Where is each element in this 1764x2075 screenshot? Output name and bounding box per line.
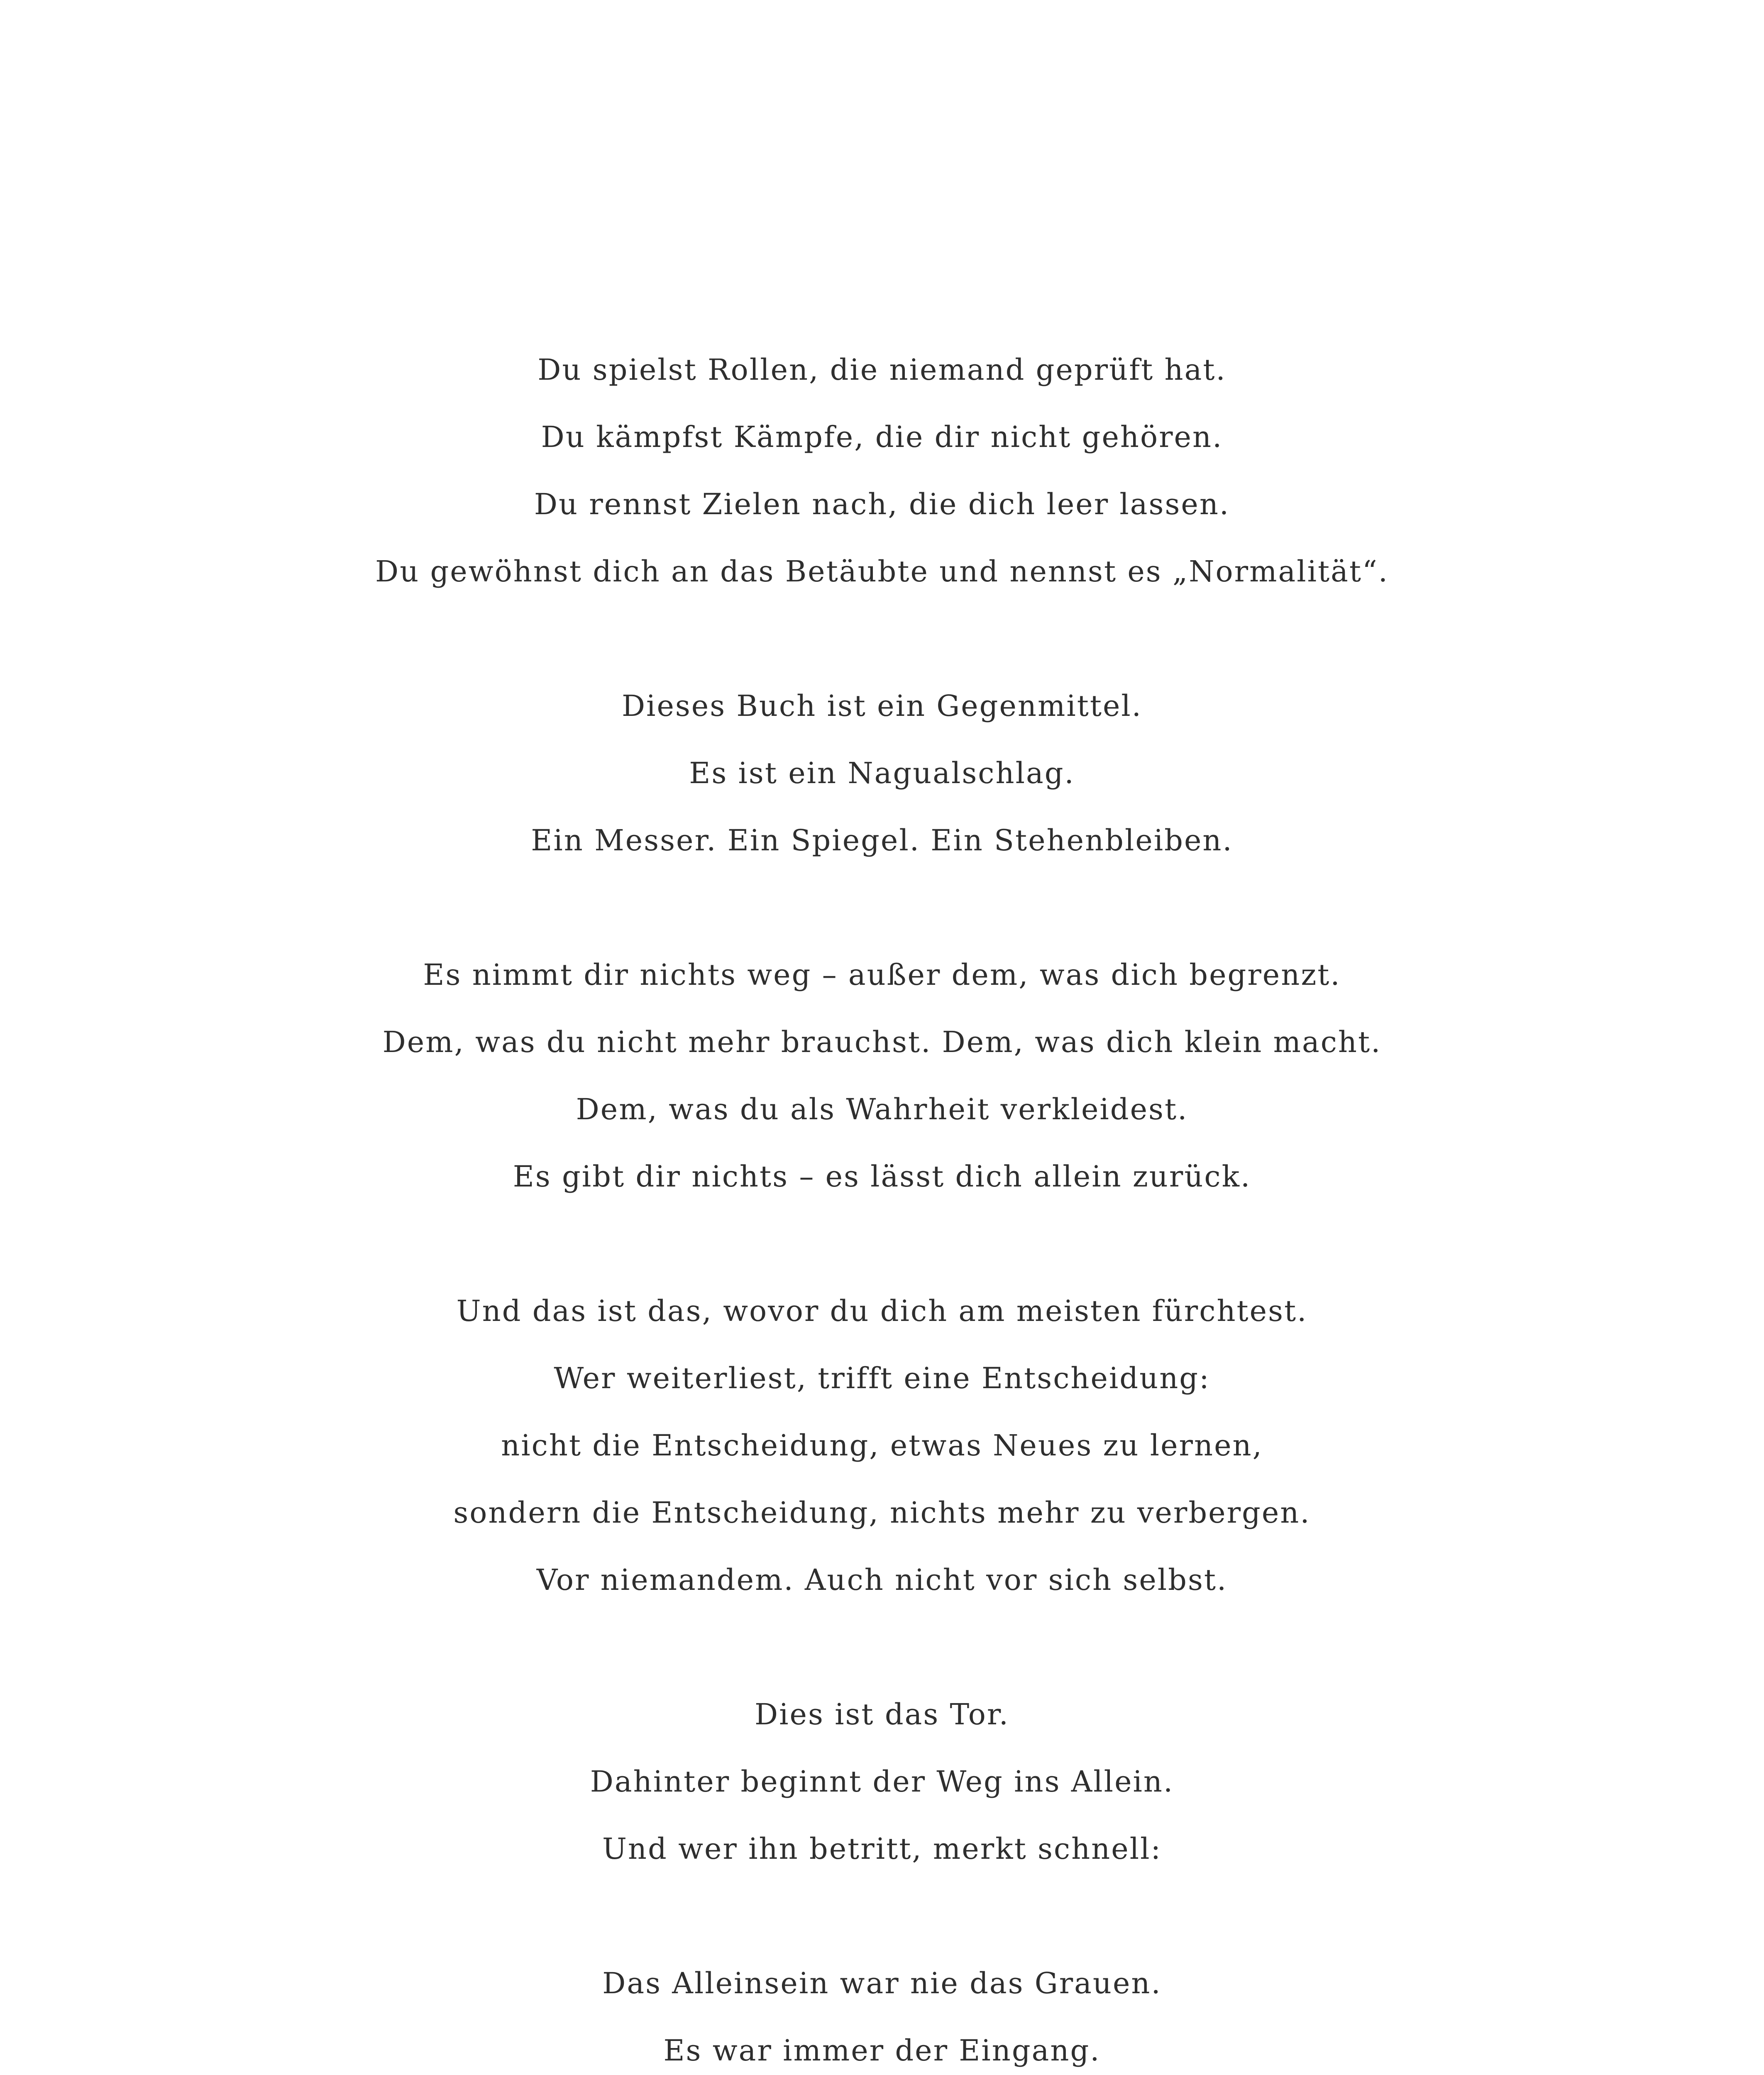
poem-line: Dieses Buch ist ein Gegenmittel. xyxy=(621,689,1143,723)
poem-line: sondern die Entscheidung, nichts mehr zu verbergen. xyxy=(453,1496,1311,1530)
poem-line: Du rennst Zielen nach, die dich leer lassen. xyxy=(534,487,1230,521)
poem-line: Du kämpfst Kämpfe, die dir nicht gehören. xyxy=(541,420,1223,454)
poem-line: Dem, was du nicht mehr brauchst. Dem, was dich klein macht. xyxy=(382,1025,1382,1059)
poem-line: nicht die Entscheidung, etwas Neues zu lernen, xyxy=(501,1428,1263,1462)
poem-line: Es war immer der Eingang. xyxy=(663,2034,1101,2068)
poem-line: Dies ist das Tor. xyxy=(755,1697,1009,1731)
poem-line: Du spielst Rollen, die niemand geprüft hat. xyxy=(538,353,1226,387)
poem-line: Und das ist das, wovor du dich am meisten fürchtest. xyxy=(456,1294,1308,1328)
stanza-4 xyxy=(0,1277,1764,1614)
poem-line: Du gewöhnst dich an das Betäubte und nennst es „Normalität“. xyxy=(375,554,1389,588)
poem-text xyxy=(0,336,1764,2075)
poem-line: Vor niemandem. Auch nicht vor sich selbst. xyxy=(536,1563,1228,1597)
stanza-5 xyxy=(0,1681,1764,1882)
stanza-1 xyxy=(0,336,1764,605)
stanza-2 xyxy=(0,672,1764,874)
poem-line: Das Alleinsein war nie das Grauen. xyxy=(602,1966,1162,2000)
poem-line: Dem, was du als Wahrheit verkleidest. xyxy=(576,1092,1188,1126)
poem-line: Wer weiterliest, trifft eine Entscheidung: xyxy=(554,1361,1210,1395)
poem-line: Es gibt dir nichts – es lässt dich allein zurück. xyxy=(513,1160,1251,1194)
poem-line: Dahinter beginnt der Weg ins Allein. xyxy=(590,1765,1174,1799)
poem-line: Es ist ein Nagualschlag. xyxy=(689,756,1075,790)
poem-line: Und wer ihn betritt, merkt schnell: xyxy=(602,1832,1162,1866)
poem-line: Es nimmt dir nichts weg – außer dem, was dich begrenzt. xyxy=(423,958,1341,992)
poem-line: Ein Messer. Ein Spiegel. Ein Stehenbleiben. xyxy=(531,823,1233,857)
stanza-6 xyxy=(0,1950,1764,2075)
stanza-3 xyxy=(0,941,1764,1210)
